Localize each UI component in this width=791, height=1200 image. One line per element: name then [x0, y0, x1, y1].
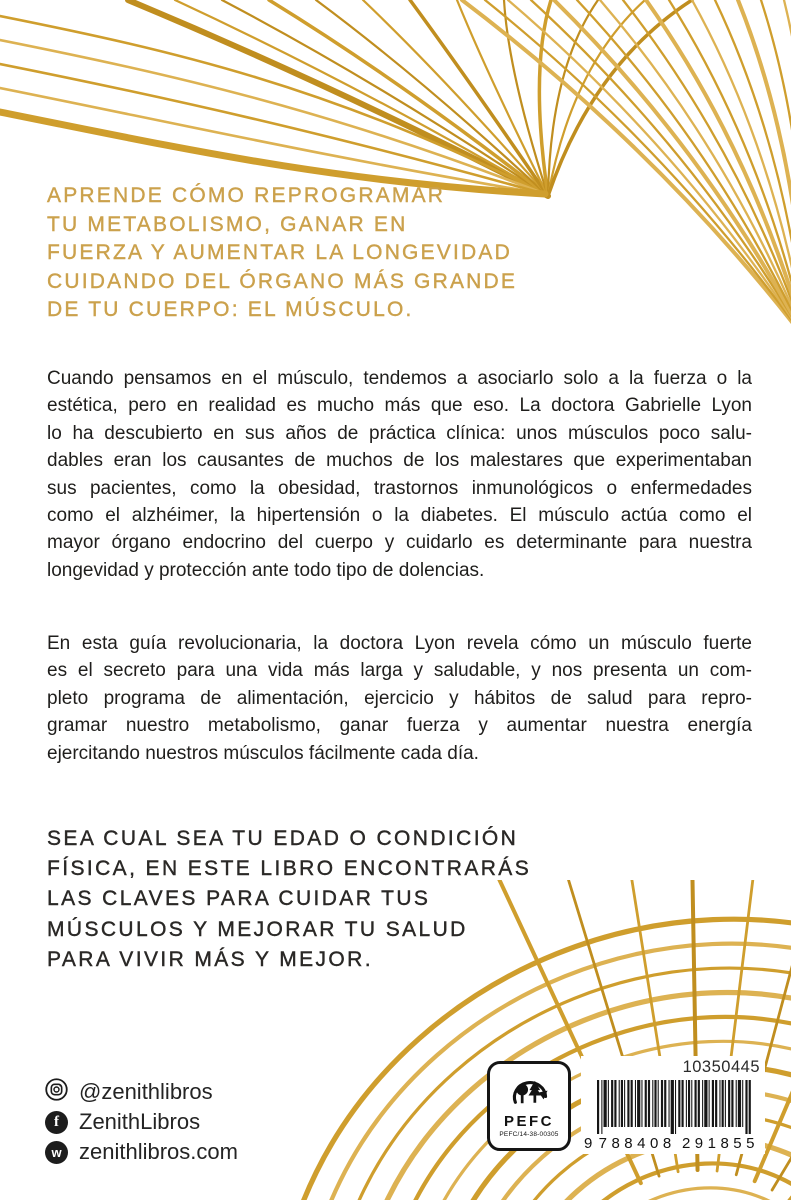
text-line: lo ha descubierto en sus años de práctica clínica: unos músculos poco salu-: [47, 422, 752, 444]
text-line: como el alzhéimer, la hipertensión o la diabetes. El músculo actúa como el: [47, 505, 752, 527]
instagram-icon: [45, 1078, 68, 1107]
text-line: sus pacientes, como la obesidad, trastornos inmunológicos o enfermedades: [47, 477, 752, 499]
social-website: [45, 1140, 238, 1164]
social-handle: @zenithlibros: [79, 1079, 213, 1104]
text-line: PARA VIVIR MÁS Y MEJOR.: [47, 947, 373, 971]
body-paragraph-1: [47, 365, 752, 584]
text-line: gramar nuestro metabolismo, ganar fuerza y aumentar nuestra energía: [47, 715, 752, 737]
text-line: CUIDANDO DEL ÓRGANO MÁS GRANDE: [47, 269, 518, 293]
pefc-trees-icon: [506, 1075, 552, 1112]
barcode-group-2: 291855: [681, 1135, 759, 1152]
social-facebook: [45, 1110, 238, 1134]
facebook-icon: f: [45, 1111, 68, 1134]
text-line: dables eran los causantes de muchos de los malestares que experimentaban: [47, 450, 752, 472]
text-line: MÚSCULOS Y MEJORAR TU SALUD: [47, 917, 468, 941]
barcode-bars-icon: [597, 1080, 753, 1134]
pefc-certification-label: [487, 1061, 571, 1151]
body-paragraph-2: [47, 630, 752, 767]
text-line: estética, pero en realidad es mucho más que eso. La doctora Gabrielle Lyon: [47, 395, 752, 417]
pefc-name: PEFC: [503, 1112, 554, 1130]
website-icon: w: [45, 1141, 68, 1164]
pefc-cert-number: PEFC/14-38-00305: [499, 1130, 559, 1138]
social-links: [45, 1080, 238, 1164]
barcode-sku: 10350445: [682, 1058, 760, 1076]
text-line: DE TU CUERPO: EL MÚSCULO.: [47, 298, 414, 322]
text-line: mayor órgano endocrino del cuerpo y cuidarlo es determinante para nuestra: [47, 532, 752, 554]
barcode-lead-digit: 9: [584, 1135, 593, 1152]
social-handle: ZenithLibros: [79, 1109, 201, 1134]
text-line: APRENDE CÓMO REPROGRAMAR: [47, 184, 446, 207]
social-instagram: [45, 1080, 238, 1104]
text-line: FUERZA Y AUMENTAR LA LONGEVIDAD: [47, 241, 512, 265]
text-line: Cuando pensamos en el músculo, tendemos a asociarlo solo a la fuerza o la: [47, 368, 752, 389]
social-handle: zenithlibros.com: [79, 1139, 238, 1164]
text-line: pleto programa de alimentación, ejercicio y hábitos de salud para repro-: [47, 687, 752, 709]
barcode-group-1: 788408: [598, 1135, 676, 1152]
barcode-block: [581, 1056, 765, 1154]
closing-statement: [47, 824, 531, 975]
text-line: longevidad y protección ante todo tipo de dolencias.: [47, 559, 485, 581]
text-line: ejercitando nuestros músculos fácilmente cada día.: [47, 742, 479, 764]
text-line: En esta guía revolucionaria, la doctora Lyon revela cómo un músculo fuerte: [47, 633, 752, 654]
text-line: es el secreto para una vida más larga y saludable, y nos presenta un com-: [47, 660, 752, 682]
text-line: TU METABOLISMO, GANAR EN: [47, 212, 408, 236]
headline: [47, 182, 517, 325]
text-line: SEA CUAL SEA TU EDAD O CONDICIÓN: [47, 827, 519, 850]
barcode-digits: [584, 1135, 762, 1152]
text-line: FÍSICA, EN ESTE LIBRO ENCONTRARÁS: [47, 857, 532, 881]
text-line: LAS CLAVES PARA CUIDAR TUS: [47, 887, 431, 911]
